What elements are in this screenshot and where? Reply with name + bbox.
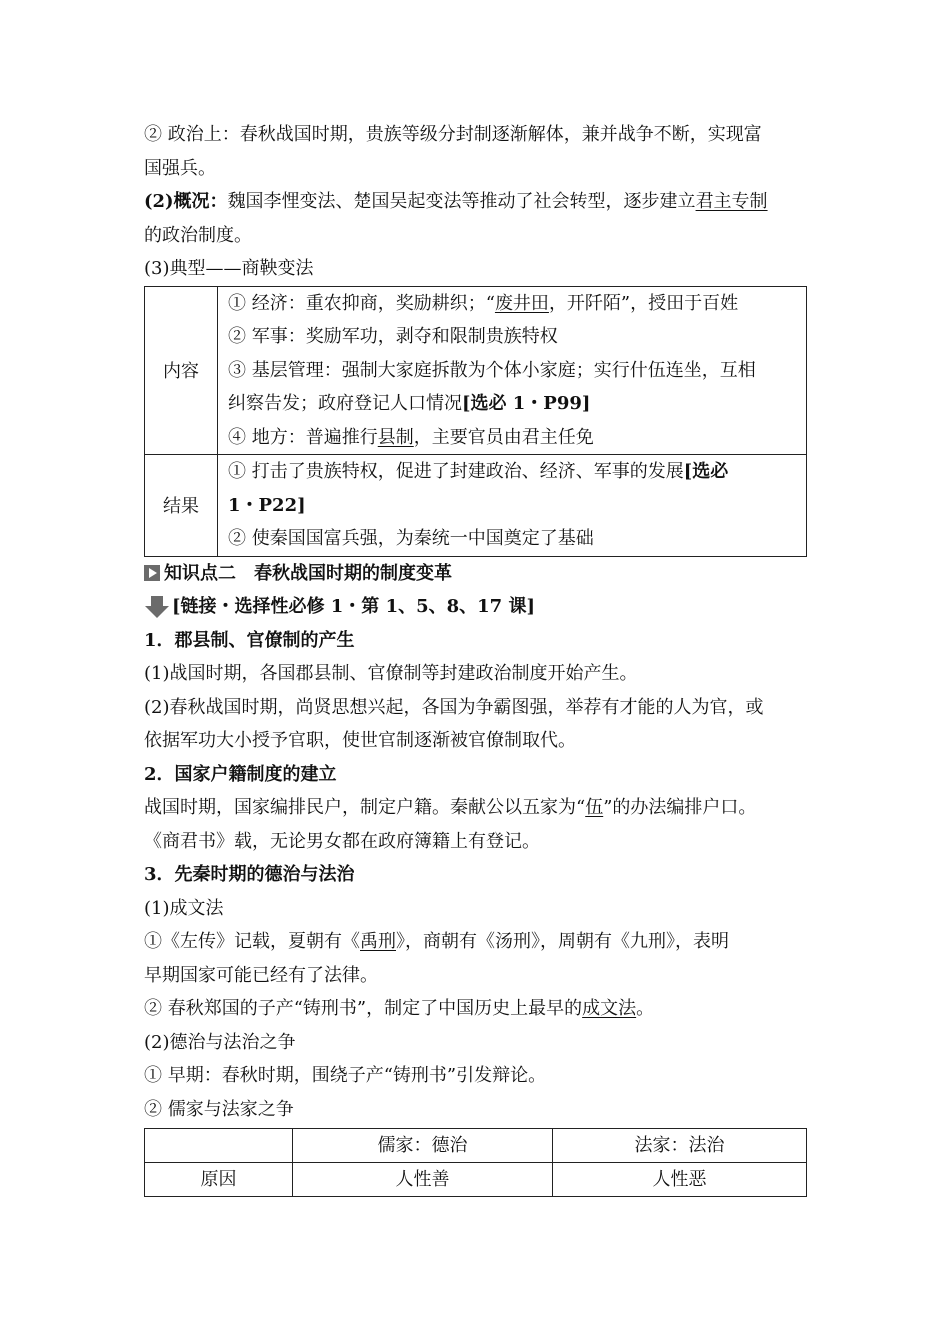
- written-law-p2: [144, 992, 810, 1026]
- overview-text: 魏国李悝变法、楚国吴起变法等推动了社会转型，逐步建立: [227, 191, 696, 212]
- local-item: [228, 421, 806, 455]
- written-law-text-post: 》，商朝有《汤刑》，周朝有《九刑》，表明: [396, 931, 729, 952]
- cell-legalist-reason: 人性恶: [553, 1163, 807, 1197]
- grassroots-text: 纠察告发；政府登记人口情况: [228, 393, 462, 414]
- cell-confucian-reason: 人性善: [293, 1163, 553, 1197]
- link-text: [链接・选择性必修 1・第 1、5、8、17 课]: [172, 596, 535, 617]
- county-p1: (1)战国时期，各国郡县制、官僚制等封建政治制度开始产生。: [144, 663, 638, 684]
- heading-county-bureaucracy: 1．郡县制、官僚制的产生: [144, 629, 355, 651]
- header-empty: [145, 1129, 293, 1163]
- underline-autocracy: 君主专制: [695, 191, 768, 212]
- row-label-reason: 原因: [145, 1163, 293, 1197]
- document-page: [144, 118, 810, 1197]
- row-label-result: 结果: [145, 455, 218, 557]
- row-label-content: 内容: [145, 286, 218, 455]
- table-row: [145, 1163, 807, 1197]
- result-item-1-line-2: 1・P22]: [228, 494, 306, 516]
- confucian-legalist-table: [144, 1128, 807, 1197]
- underline-county-system: 县制: [377, 426, 414, 448]
- underline-yu-xing: 禹刑: [360, 931, 396, 952]
- military-item: ② 军事：奖励军功，剥夺和限制贵族特权: [228, 326, 558, 347]
- written-law-p2-pre: ② 春秋郑国的子产“铸刑书”，制定了中国历史上最早的: [144, 998, 583, 1019]
- play-icon: [144, 565, 160, 581]
- household-text-pre: 战国时期，国家编排民户，制定户籍。秦献公以五家为“: [144, 797, 586, 818]
- underline-written-law: 成文法: [582, 998, 637, 1019]
- debate-heading: (2)德治与法治之争: [144, 1031, 296, 1053]
- economy-text-pre: ① 经济：重农抑商，奖励耕织；“: [228, 292, 495, 314]
- written-law-text-pre: ①《左传》记载，夏朝有《: [144, 931, 360, 952]
- underline-wu: 伍: [585, 797, 604, 818]
- county-p2-line-2: 依据军功大小授予官职，使世官制逐渐被官僚制取代。: [144, 730, 576, 751]
- written-law-p1-line-1: [144, 925, 810, 959]
- county-p2-line-1: (2)春秋战国时期，尚贤思想兴起，各国为争霸图强，举荐有才能的人为官，或: [144, 696, 764, 718]
- underline-well-field: 废井田: [494, 292, 549, 314]
- household-line-2: 《商君书》载，无论男女都在政府簿籍上有登记。: [144, 830, 540, 852]
- debate-early: ① 早期：春秋时期，围绕子产“铸刑书”引发辩论。: [144, 1065, 547, 1086]
- local-text-post: ，主要官员由君主任免: [413, 426, 594, 448]
- table-row-content: [145, 286, 807, 455]
- table-row-result: [145, 455, 807, 557]
- politics-line-2: 国强兵。: [144, 157, 216, 179]
- result-item-2: ② 使秦国国富兵强，为秦统一中国奠定了基础: [228, 528, 594, 549]
- politics-line-1: ② 政治上：春秋战国时期，贵族等级分封制逐渐解体，兼并战争不断，实现富: [144, 124, 762, 145]
- household-text-post: ”的办法编排户口。: [603, 797, 757, 818]
- header-confucian: 儒家：德治: [293, 1129, 553, 1163]
- overview-line-2: 的政治制度。: [144, 224, 252, 246]
- result-text: ① 打击了贵族特权，促进了封建政治、经济、军事的发展: [228, 461, 684, 482]
- written-law-p1-line-2: 早期国家可能已经有了法律。: [144, 964, 378, 986]
- arrow-down-icon: [144, 595, 170, 619]
- link-line: [144, 590, 810, 624]
- table-header-row: [145, 1129, 807, 1163]
- written-law-heading: (1)成文法: [144, 897, 224, 919]
- typical-heading: (3)典型——商鞅变法: [144, 258, 314, 279]
- content-cell: [218, 286, 807, 455]
- shang-yang-table: [144, 286, 807, 557]
- result-cell: [218, 455, 807, 557]
- economy-item: [228, 287, 806, 321]
- textbook-ref: [选必 1・P99]: [462, 393, 591, 414]
- debate-schools: ② 儒家与法家之争: [144, 1098, 294, 1120]
- economy-text-post: ，开阡陌”，授田于百姓: [548, 292, 739, 314]
- result-item-1-line-1: [228, 455, 806, 489]
- grassroots-item-line-1: ③ 基层管理：强制大家庭拆散为个体小家庭；实行什伍连坐，互相: [228, 359, 756, 381]
- heading-household: 2．国家户籍制度的建立: [144, 763, 337, 785]
- overview-line-1: [144, 185, 810, 219]
- section-title: 知识点二 春秋战国时期的制度变革: [164, 562, 452, 584]
- section-heading: [144, 557, 810, 591]
- written-law-p2-post: 。: [636, 998, 655, 1019]
- grassroots-item-line-2: [228, 387, 806, 421]
- local-text-pre: ④ 地方：普遍推行: [228, 426, 378, 448]
- overview-label: (2)概况：: [144, 191, 228, 212]
- household-line-1: [144, 791, 810, 825]
- textbook-ref: [选必: [683, 461, 729, 482]
- heading-virtue-law: 3．先秦时期的德治与法治: [144, 864, 355, 885]
- header-legalist: 法家：法治: [553, 1129, 807, 1163]
